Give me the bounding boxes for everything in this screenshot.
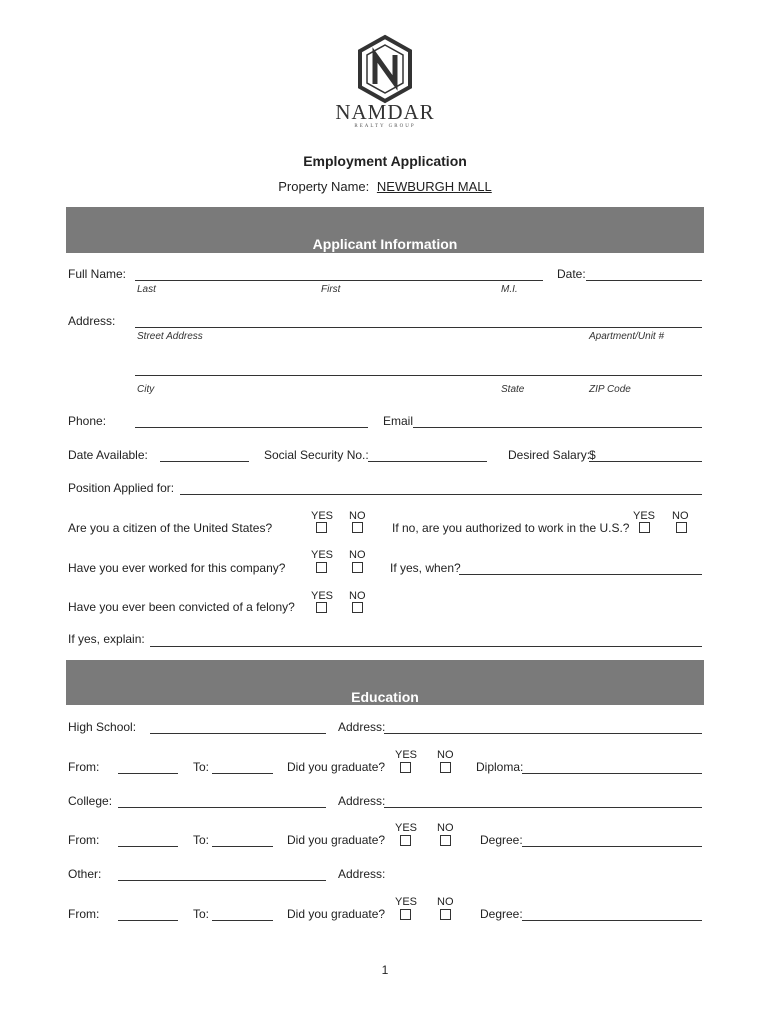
salary-field[interactable]: [589, 461, 702, 462]
explain-label: If yes, explain:: [68, 632, 145, 646]
authorized-no-label: NO: [672, 510, 689, 522]
ssn-field[interactable]: [368, 461, 487, 462]
citizen-no-label: NO: [349, 510, 366, 522]
college-from-label: From:: [68, 833, 100, 847]
worked-yes-label: YES: [311, 549, 334, 561]
citizen-yes-label: YES: [311, 510, 334, 522]
worked-no-label: NO: [349, 549, 366, 561]
education-heading: Education: [351, 689, 419, 705]
other-field[interactable]: [118, 880, 326, 881]
full-name-label: Full Name:: [68, 267, 127, 281]
other-address-label: Address:: [338, 867, 386, 881]
city-caption: City: [137, 384, 155, 395]
other-no-checkbox[interactable]: [440, 909, 451, 920]
citizen-no-checkbox[interactable]: [352, 522, 363, 533]
college-no-label: NO: [437, 822, 454, 834]
ssn-label: Social Security No.:: [264, 448, 369, 462]
college-yes-checkbox[interactable]: [400, 835, 411, 846]
street-caption: Street Address: [137, 331, 203, 342]
salary-symbol: $: [589, 448, 596, 462]
other-yes-label: YES: [395, 896, 418, 908]
worked-yes-checkbox[interactable]: [316, 562, 327, 573]
felony-no-checkbox[interactable]: [352, 602, 363, 613]
address-label: Address:: [68, 314, 116, 328]
worked-no-checkbox[interactable]: [352, 562, 363, 573]
high-school-address-field[interactable]: [384, 733, 702, 734]
authorized-yes-checkbox[interactable]: [639, 522, 650, 533]
applicant-heading: Applicant Information: [312, 236, 458, 252]
college-graduate-label: Did you graduate?: [287, 833, 386, 847]
state-caption: State: [501, 384, 525, 395]
college-yes-label: YES: [395, 822, 418, 834]
hs-from-label: From:: [68, 760, 100, 774]
mi-caption: M.I.: [501, 284, 518, 295]
college-degree-field[interactable]: [522, 846, 702, 847]
logo-brand: NAMDAR: [335, 100, 435, 124]
education-section-header: [66, 660, 704, 705]
last-caption: Last: [137, 284, 156, 295]
phone-label: Phone:: [68, 414, 107, 428]
email-field[interactable]: [413, 427, 702, 428]
other-label: Other:: [68, 867, 102, 881]
applicant-section-header: [66, 207, 704, 253]
other-to-label: To:: [193, 907, 210, 921]
college-to-field[interactable]: [212, 846, 273, 847]
email-label: Email: [383, 414, 414, 428]
date-available-field[interactable]: [160, 461, 249, 462]
high-school-label: High School:: [68, 720, 137, 734]
date-field[interactable]: [586, 280, 702, 281]
worked-question: Have you ever worked for this company?: [68, 561, 286, 575]
diploma-field[interactable]: [522, 773, 702, 774]
authorized-question: If no, are you authorized to work in the U.S.?: [392, 521, 630, 535]
hs-yes-checkbox[interactable]: [400, 762, 411, 773]
citizen-question: Are you a citizen of the United States?: [68, 521, 273, 535]
other-to-field[interactable]: [212, 920, 273, 921]
hs-no-label: NO: [437, 749, 454, 761]
logo-tagline: REALTY GROUP: [354, 124, 416, 129]
high-school-field[interactable]: [150, 733, 326, 734]
position-field[interactable]: [180, 494, 702, 495]
college-degree-label: Degree:: [480, 833, 523, 847]
hs-to-field[interactable]: [212, 773, 273, 774]
other-degree-label: Degree:: [480, 907, 523, 921]
zip-caption: ZIP Code: [589, 384, 631, 395]
felony-yes-label: YES: [311, 590, 334, 602]
other-from-label: From:: [68, 907, 100, 921]
felony-question: Have you ever been convicted of a felony?: [68, 600, 295, 614]
college-from-field[interactable]: [118, 846, 178, 847]
date-label: Date:: [557, 267, 586, 281]
hs-no-checkbox[interactable]: [440, 762, 451, 773]
property-label: Property Name:: [278, 179, 370, 194]
high-school-address-label: Address:: [338, 720, 386, 734]
city-state-zip-field[interactable]: [135, 375, 702, 376]
college-address-field[interactable]: [384, 807, 702, 808]
first-caption: First: [321, 284, 341, 295]
apt-caption: Apartment/Unit #: [589, 331, 665, 342]
diploma-label: Diploma:: [476, 760, 524, 774]
authorized-yes-label: YES: [633, 510, 656, 522]
logo-mark: [330, 34, 440, 104]
college-to-label: To:: [193, 833, 210, 847]
position-label: Position Applied for:: [68, 481, 175, 495]
company-logo: [330, 34, 440, 134]
form-title: Employment Application: [303, 153, 467, 169]
explain-field[interactable]: [150, 646, 702, 647]
citizen-yes-checkbox[interactable]: [316, 522, 327, 533]
street-address-field[interactable]: [135, 327, 702, 328]
page-number: 1: [381, 963, 389, 977]
other-degree-field[interactable]: [522, 920, 702, 921]
date-available-label: Date Available:: [68, 448, 148, 462]
other-no-label: NO: [437, 896, 454, 908]
phone-field[interactable]: [135, 427, 368, 428]
when-label: If yes, when?: [390, 561, 461, 575]
college-field[interactable]: [118, 807, 326, 808]
felony-yes-checkbox[interactable]: [316, 602, 327, 613]
college-address-label: Address:: [338, 794, 386, 808]
hs-from-field[interactable]: [118, 773, 178, 774]
authorized-no-checkbox[interactable]: [676, 522, 687, 533]
property-value: NEWBURGH MALL: [376, 179, 492, 194]
other-from-field[interactable]: [118, 920, 178, 921]
college-label: College:: [68, 794, 113, 808]
other-yes-checkbox[interactable]: [400, 909, 411, 920]
hs-to-label: To:: [193, 760, 210, 774]
hs-yes-label: YES: [395, 749, 418, 761]
other-graduate-label: Did you graduate?: [287, 907, 386, 921]
property-line: [0, 179, 770, 194]
college-no-checkbox[interactable]: [440, 835, 451, 846]
hs-graduate-label: Did you graduate?: [287, 760, 386, 774]
felony-no-label: NO: [349, 590, 366, 602]
when-field[interactable]: [459, 574, 702, 575]
salary-label: Desired Salary:: [508, 448, 591, 462]
full-name-field[interactable]: [135, 280, 543, 281]
